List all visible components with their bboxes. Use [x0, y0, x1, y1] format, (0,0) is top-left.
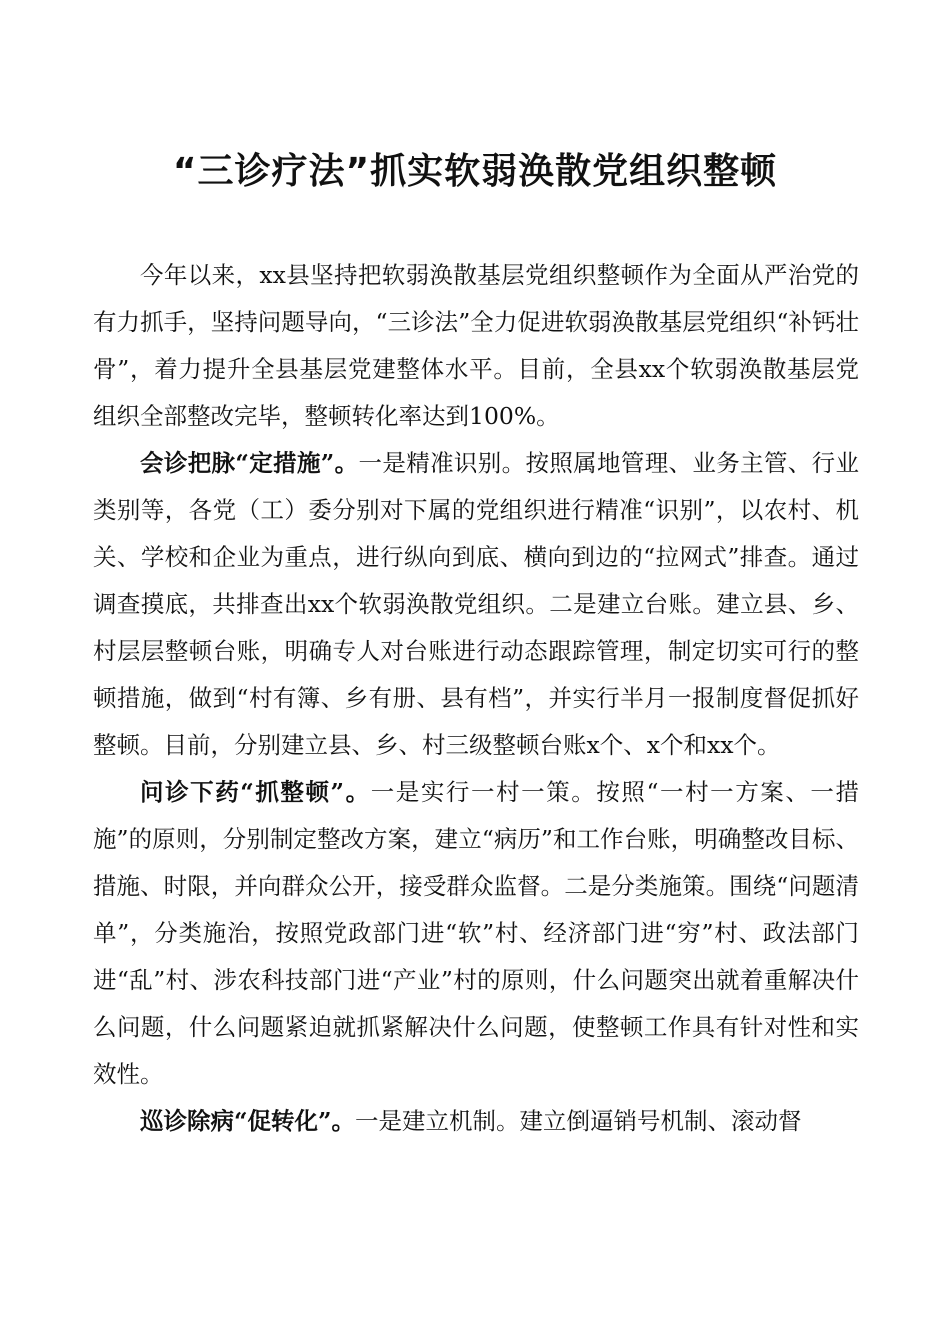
section-paragraph-3: [93, 1098, 859, 1145]
section-heading-3: 巡诊除病“促转化”。: [140, 1107, 356, 1135]
section-text-2: 一是实行一村一策。按照“一村一方案、一措施”的原则，分别制定整改方案，建立“病历”和工作台账，明确整改目标、措施、时限，并向群众公开，接受群众监督。二是分类施策。围绕“问题清单”，分类施治，按照党政部门进“软”村、经济部门进“穷”村、政法部门进“乱”村、涉农科技部门进“产业”村的原则，什么问题突出就着重解决什么问题，什么问题紧迫就抓紧解决什么问题，使整顿工作具有针对性和实效性。: [93, 778, 859, 1088]
section-heading-2: 问诊下药“抓整顿”。: [140, 778, 371, 806]
document-body: [93, 252, 859, 1145]
section-text-1: 一是精准识别。按照属地管理、业务主管、行业类别等，各党（工）委分别对下属的党组织进行精准“识别”，以农村、机关、学校和企业为重点，进行纵向到底、横向到边的“拉网式”排查。通过调查摸底，共排查出xx个软弱涣散党组织。二是建立台账。建立县、乡、村层层整顿台账，明确专人对台账进行动态跟踪管理，制定切实可行的整顿措施，做到“村有簿、乡有册、县有档”，并实行半月一报制度督促抓好整顿。目前，分别建立县、乡、村三级整顿台账x个、x个和xx个。: [93, 449, 859, 759]
section-paragraph-2: [93, 769, 859, 1098]
section-heading-1: 会诊把脉“定措施”。: [140, 449, 359, 477]
document-title: “三诊疗法”抓实软弱涣散党组织整顿: [172, 151, 778, 192]
section-paragraph-1: [93, 440, 859, 769]
section-text-3: 一是建立机制。建立倒逼销号机制、滚动督: [355, 1107, 802, 1135]
intro-paragraph: 今年以来，xx县坚持把软弱涣散基层党组织整顿作为全面从严治党的有力抓手，坚持问题导向，“三诊法”全力促进软弱涣散基层党组织“补钙壮骨”，着力提升全县基层党建整体水平。目前，全县xx个软弱涣散基层党组织全部整改完毕，整顿转化率达到100%。: [93, 261, 859, 430]
